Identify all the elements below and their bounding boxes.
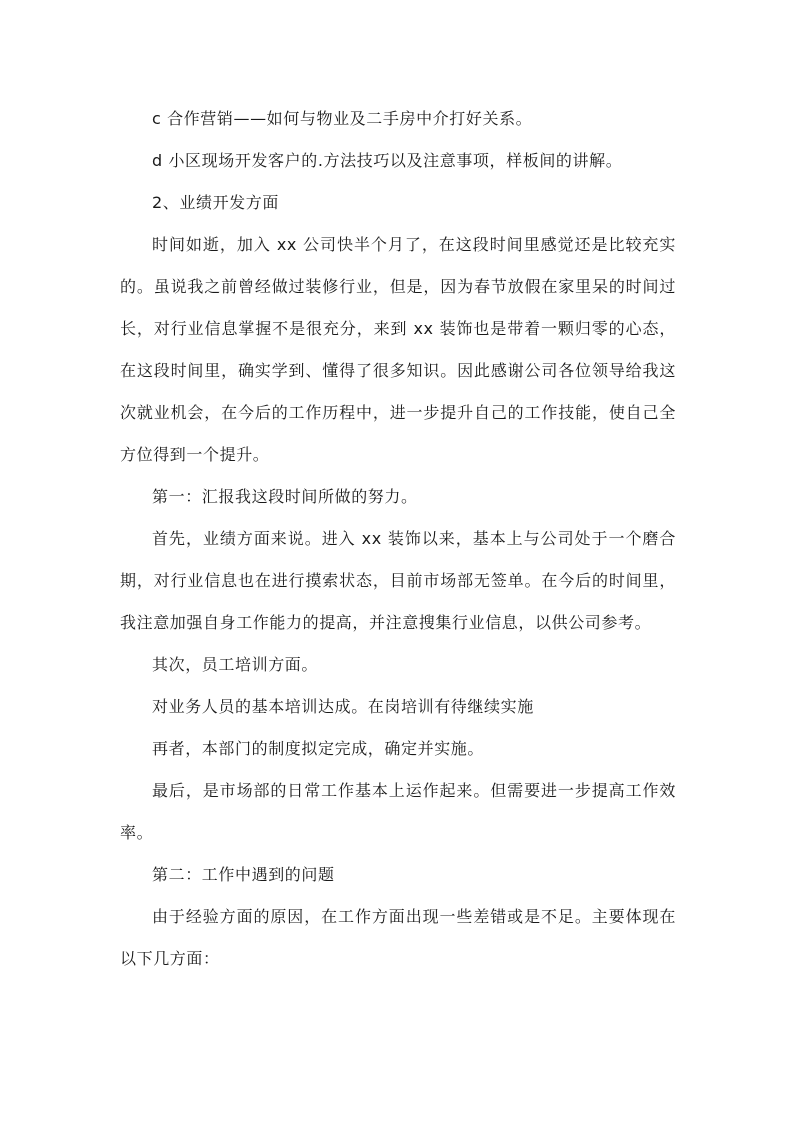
paragraph-performance: 首先，业绩方面来说。进入 xx 装饰以来，基本上与公司处于一个磨合期，对行业信息也在进行摸索状态，目前市场部无签单。在今后的时间里，我注意加强自身工作能力的提高，并注意搜集行业信息，以供公司参考。 <box>120 529 676 632</box>
paragraph-training-heading: 其次，员工培训方面。 <box>152 655 319 674</box>
paragraph-training: 对业务人员的基本培训达成。在岗培训有待继续实施 <box>152 697 534 716</box>
section-heading-first: 第一：汇报我这段时间所做的努力。 <box>152 487 418 506</box>
section-heading-performance: 2、业绩开发方面 <box>152 193 279 212</box>
paragraph-problems: 由于经验方面的原因，在工作方面出现一些差错或是不足。主要体现在以下几方面： <box>120 907 676 968</box>
paragraph-daily-work: 最后，是市场部的日常工作基本上运作起来。但需要进一步提高工作效率。 <box>120 781 676 842</box>
paragraph-introduction: 时间如逝，加入 xx 公司快半个月了，在这段时间里感觉还是比较充实的。虽说我之前曾经做过装修行业，但是，因为春节放假在家里呆的时间过长，对行业信息掌握不是很充分，来到 xx 装饰也是带着一颗归零的心态，在这段时间里，确实学到、懂得了很多知识。因此感谢公司各位领导给我这次就业机会，在今后的工作历程中，进一步提升自己的工作技能，使自己全方位得到一个提升。 <box>120 235 676 464</box>
paragraph-community-site-development: d 小区现场开发客户的.方法技巧以及注意事项，样板间的讲解。 <box>152 151 623 170</box>
paragraph-cooperative-marketing: c 合作营销——如何与物业及二手房中介打好关系。 <box>152 109 533 128</box>
paragraph-rules: 再者，本部门的制度拟定完成，确定并实施。 <box>152 739 485 758</box>
document-body <box>120 98 676 980</box>
section-heading-second: 第二：工作中遇到的问题 <box>152 865 335 884</box>
